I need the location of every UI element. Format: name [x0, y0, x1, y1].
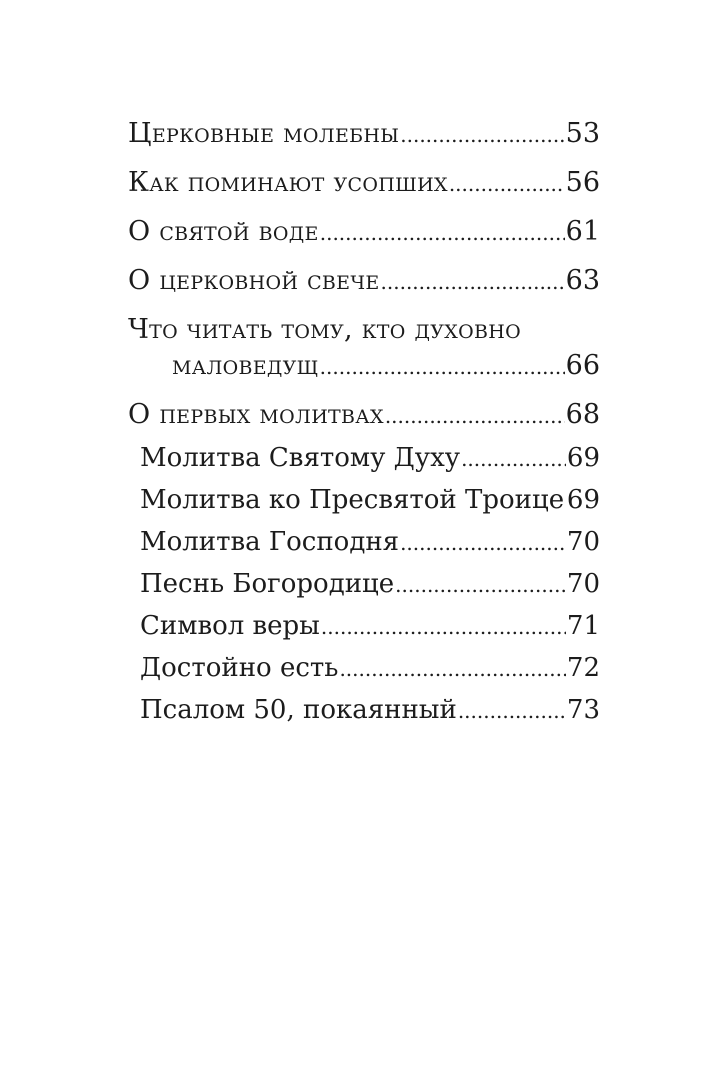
toc-subentry-title: Достойно есть	[140, 653, 339, 683]
toc-entry[interactable]	[128, 116, 600, 153]
toc-entry-page: 56	[565, 167, 600, 198]
toc-entry-page: 66	[565, 350, 600, 381]
toc-entry-multiline[interactable]	[128, 312, 600, 385]
toc-subentry-title: Песнь Богородице	[140, 569, 395, 599]
toc-subentry[interactable]	[128, 692, 600, 729]
toc-entry-page: 68	[565, 399, 600, 430]
dot-leader	[385, 397, 565, 434]
toc-subentry[interactable]	[128, 440, 600, 477]
toc-subentry[interactable]	[128, 524, 600, 561]
toc-entry[interactable]	[128, 214, 600, 251]
toc-subentry[interactable]	[128, 608, 600, 645]
toc-entry-title-line1: Что читать тому, кто духовно	[128, 314, 522, 345]
toc-entry-title: О первых молитвах	[128, 399, 384, 430]
dot-leader	[320, 348, 565, 385]
dot-leader	[565, 482, 566, 519]
toc-subentry-title: Псалом 50, покаянный	[140, 695, 457, 725]
toc-subentry-title: Молитва ко Пресвятой Троице	[140, 485, 565, 515]
toc-subentry-page: 69	[566, 485, 600, 515]
toc-subentry-page: 70	[566, 569, 600, 599]
toc-entry[interactable]	[128, 263, 600, 300]
toc-entry[interactable]	[128, 165, 600, 202]
toc-entry-title: Церковные молебны	[128, 118, 400, 149]
dot-leader	[320, 214, 565, 251]
toc-subentry-title: Молитва Господня	[140, 527, 400, 557]
dot-leader	[321, 608, 566, 645]
toc-subentry-page: 72	[566, 653, 600, 683]
dot-leader	[400, 524, 566, 561]
dot-leader	[449, 165, 565, 202]
toc-subentry-title: Молитва Святому Духу	[140, 443, 461, 473]
toc-entry-page: 61	[565, 216, 600, 247]
toc-entry-continuation	[128, 348, 600, 385]
toc-subentry[interactable]	[128, 566, 600, 603]
dot-leader	[400, 116, 564, 153]
toc-subentry-page: 69	[566, 443, 600, 473]
toc-entry-title: Как поминают усопших	[128, 167, 448, 198]
toc-entry-title-line2: маловедущ	[172, 350, 319, 381]
dot-leader	[458, 692, 566, 729]
dot-leader	[461, 440, 566, 477]
toc-entry-page: 63	[565, 265, 600, 296]
toc-subentry-title: Символ веры	[140, 611, 320, 641]
toc-subentry[interactable]	[128, 482, 600, 519]
toc-subentry[interactable]	[128, 650, 600, 687]
toc-subentry-page: 73	[566, 695, 600, 725]
dot-leader	[381, 263, 565, 300]
table-of-contents	[128, 116, 600, 734]
toc-subentry-page: 71	[566, 611, 600, 641]
toc-entry-page: 53	[565, 118, 600, 149]
toc-subentry-page: 70	[566, 527, 600, 557]
dot-leader	[339, 650, 565, 687]
dot-leader	[395, 566, 566, 603]
toc-entry[interactable]	[128, 397, 600, 434]
toc-entry-title: О святой воде	[128, 216, 319, 247]
toc-entry-title: О церковной свече	[128, 265, 380, 296]
